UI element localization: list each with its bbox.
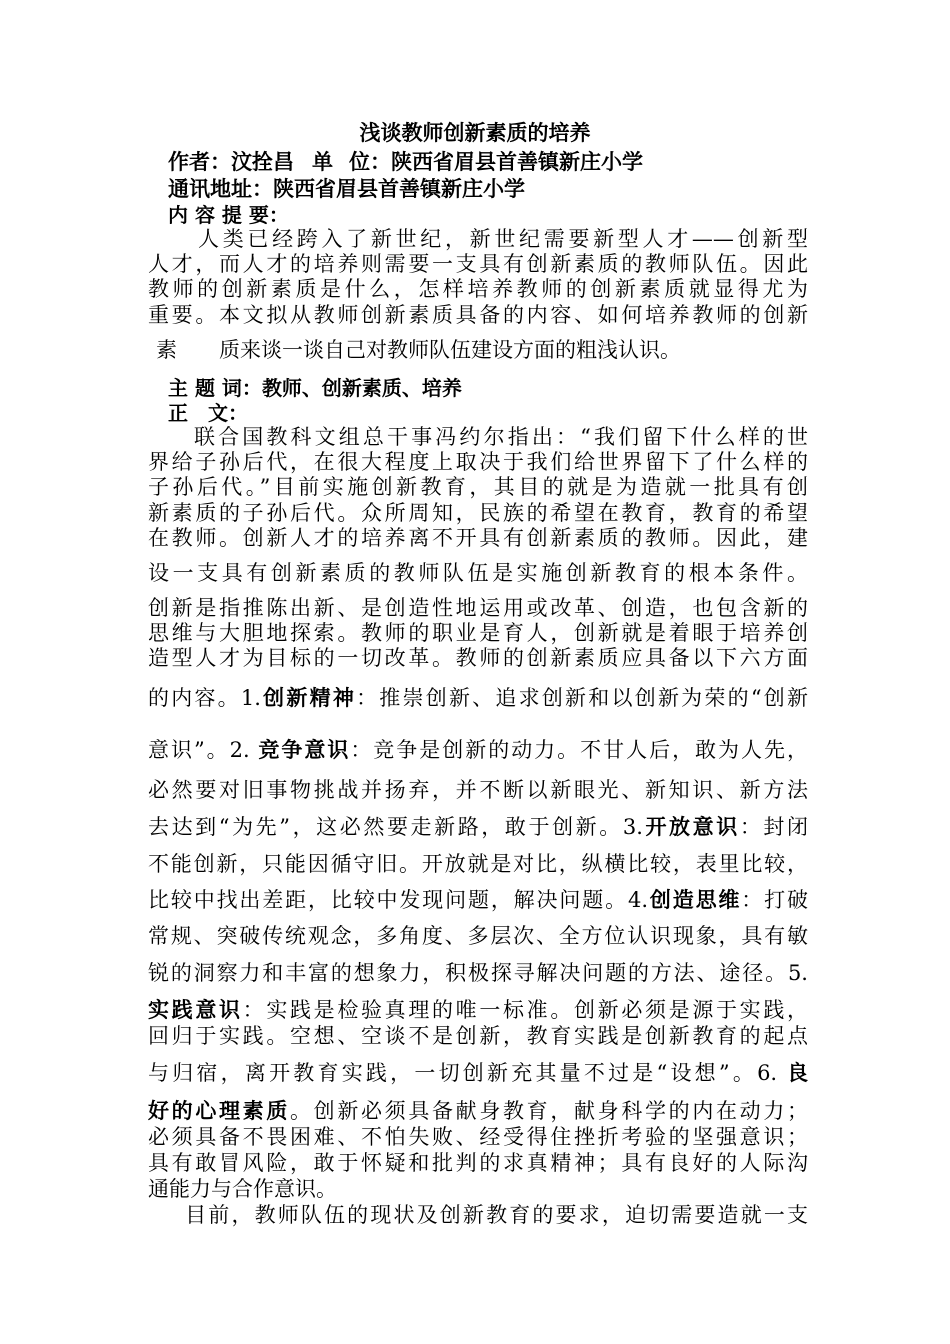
body-line: 锐的洞察力和丰富的想象力，积极探寻解决问题的方法、途径。5. (148, 961, 808, 985)
bold-term: 创造思维 (648, 887, 742, 912)
abstract-line: 人类已经跨入了新世纪，新世纪需要新型人才——创新型 (198, 227, 808, 251)
author-label: 作者： (168, 149, 231, 174)
text-run: 的内容。1. (148, 686, 261, 710)
unit-label-a: 单 (312, 149, 333, 174)
abstract-line: 人才，而人才的培养则需要一支具有创新素质的教师队伍。因此 (148, 252, 808, 277)
body-line: 联合国教科文组总干事冯约尔指出：“我们留下什么样的世 (194, 425, 808, 449)
abstract-line: 素 质来谈一谈自己对教师队伍建设方面的粗浅认识。 (156, 337, 681, 362)
abstract (148, 226, 808, 362)
text-run: 意识”。2. (148, 738, 259, 762)
body-line: 具有敢冒风险，敢于怀疑和批判的求真精神；具有良好的人际沟 (148, 1151, 808, 1175)
text-run: ：竞争是创新的动力。不甘人后，敢为人先， (350, 738, 809, 762)
keywords-label: 主 题 词： (168, 376, 262, 400)
body-line (148, 994, 809, 1022)
body-line: 新素质的子孙后代。众所周知，民族的希望在教育，教育的希望 (148, 500, 808, 525)
address-value: 陕西省眉县首善镇新庄小学 (273, 176, 525, 201)
body-line: 不能创新，只能因循守旧。开放就是对比，纵横比较，表里比较， (148, 852, 808, 876)
text-run: 。创新必须具备献身教育，献身科学的内在动力； (290, 1099, 808, 1123)
text-run: 与归宿，离开教育实践，一切创新充其量不过是“设想”。6. (148, 1061, 787, 1085)
text-run: ：打破 (741, 888, 808, 912)
text-run: 比较中找出差距，比较中发现问题，解决问题。4. (148, 888, 648, 912)
bold-term: 好的心理素质 (148, 1098, 290, 1123)
body-line: 通能力与合作意识。 (148, 1177, 337, 1201)
body-line: 在教师。创新人才的培养离不开具有创新素质的教师。因此，建 (148, 525, 808, 550)
abstract-heading: 内 容 提 要： (168, 203, 289, 227)
body-line: 设一支具有创新素质的教师队伍是实施创新教育的根本条件。 (148, 560, 808, 585)
abstract-line: 教师的创新素质是什么，怎样培养教师的创新素质就显得尤为 (148, 277, 808, 302)
text-run: ：推崇创新、追求创新和以创新为荣的“创新 (356, 686, 809, 710)
document-title: 浅谈教师创新素质的培养 (359, 120, 591, 145)
body-line: 思维与大胆地探索。教师的职业是育人，创新就是着眼于培养创 (148, 621, 808, 646)
body-line: 必然要对旧事物挑战并扬弃，并不断以新眼光、新知识、新方法 (148, 778, 808, 802)
bold-term: 实践意识 (148, 997, 243, 1022)
bold-term: 创新精神 (260, 685, 357, 710)
body-line (148, 734, 809, 762)
body-line: 界给子孙后代，在很大程度上取决于我们给世界留下了什么样的 (148, 450, 808, 475)
body-line: 造型人才为目标的一切改革。教师的创新素质应具备以下六方面 (148, 646, 808, 671)
body-line (148, 811, 809, 839)
body-paragraph-2 (148, 595, 808, 671)
body-line (148, 1057, 808, 1085)
body-line: 创新是指推陈出新、是创造性地运用或改革、创造，也包含新的 (148, 596, 808, 620)
bold-term: 开放意识 (642, 814, 740, 839)
body-line (148, 884, 808, 912)
unit-value: 陕西省眉县首善镇新庄小学 (391, 149, 643, 174)
body-line: 目前，教师队伍的现状及创新教育的要求，迫切需要造就一支 (162, 1203, 808, 1227)
text-run: ：封闭 (739, 815, 809, 839)
author-name: 汶拴昌 (231, 149, 294, 174)
author-line (168, 147, 643, 177)
unit-label-b: 位： (349, 149, 391, 174)
body-line (148, 682, 809, 710)
abstract-line: 重要。本文拟从教师创新素质具备的内容、如何培养教师的创新 (148, 302, 808, 327)
address-label: 通讯地址： (168, 176, 273, 201)
body-line: 子孙后代。”目前实施创新教育，其目的就是为造就一批具有创 (148, 475, 808, 500)
bold-term: 竞争意识 (258, 737, 351, 762)
keywords-value: 教师、创新素质、培养 (261, 376, 462, 400)
body-line: 回归于实践。空想、空谈不是创新，教育实践是创新教育的起点 (148, 1024, 808, 1048)
body-line: 必须具备不畏困难、不怕失败、经受得住挫折考验的坚强意识； (148, 1125, 808, 1149)
body-heading: 正 文： (168, 401, 248, 425)
text-run: 去达到“为先”，这必然要走新路，敢于创新。3. (148, 815, 643, 839)
bold-term: 良 (787, 1060, 808, 1085)
body-paragraph-1 (148, 424, 808, 585)
body-line: 常规、突破传统观念，多角度、多层次、全方位认识现象，具有敏 (148, 924, 808, 948)
body-line (148, 1095, 808, 1123)
text-run: ：实践是检验真理的唯一标准。创新必须是源于实践， (242, 998, 809, 1022)
